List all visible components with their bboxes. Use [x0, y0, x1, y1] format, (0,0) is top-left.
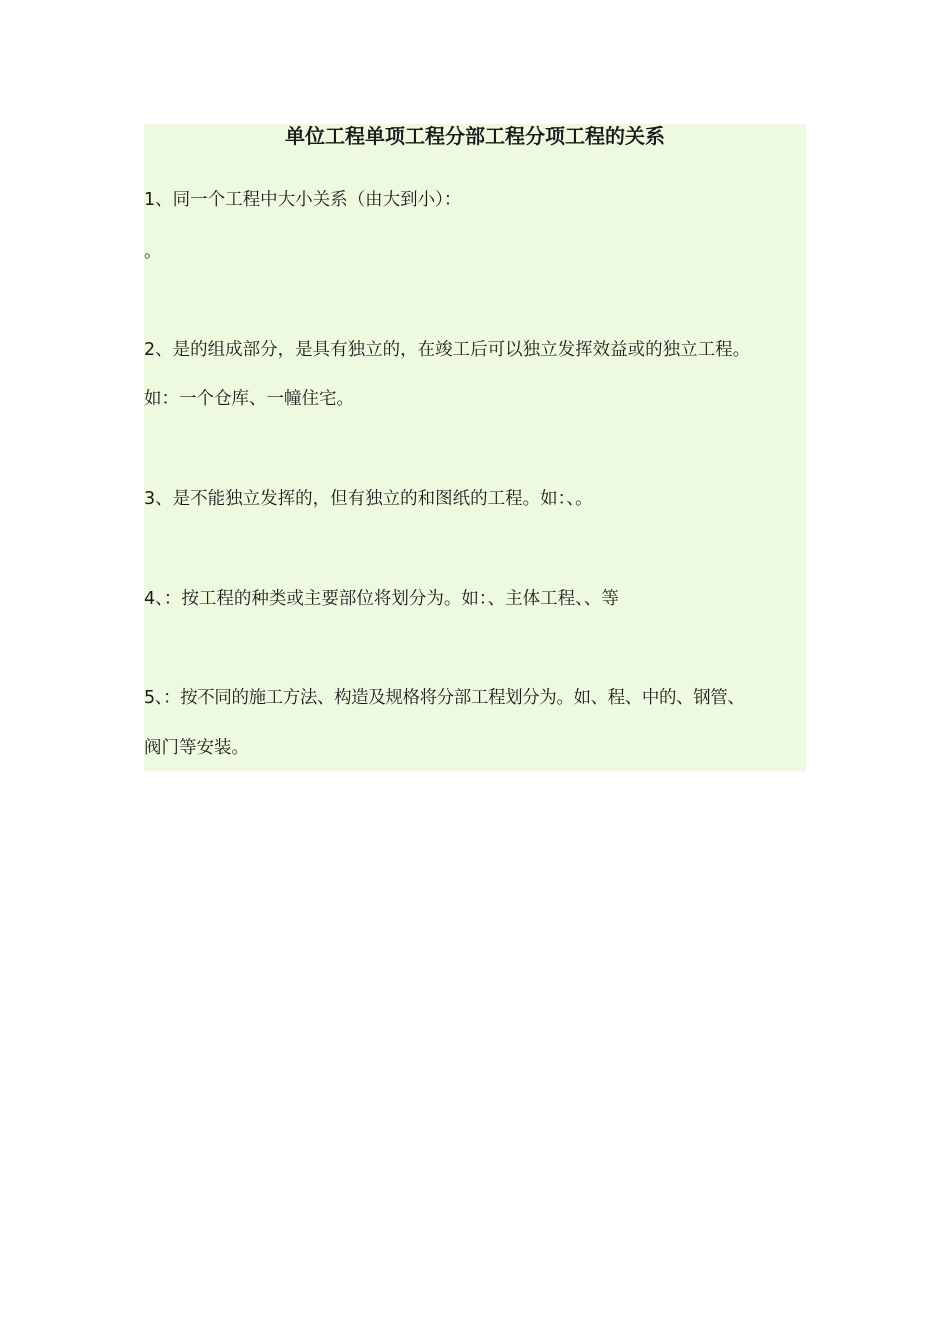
highlighted-content-area	[144, 124, 806, 771]
paragraph-5-line: 5、：按不同的施工方法、构造及规格将分部工程划分为。如、程、中的、钢管、	[144, 688, 745, 708]
paragraph-1-line: 1、同一个工程中大小关系（由大到小）：	[144, 190, 462, 210]
paragraph-5-continuation: 阀门等安装。	[144, 738, 249, 758]
paragraph-3-line: 3、是不能独立发挥的，但有独立的和图纸的工程。如：、。	[144, 489, 593, 509]
paragraph-2-example: 如：一个仓库、一幢住宅。	[144, 389, 354, 409]
paragraph-1-continuation: 。	[144, 242, 162, 262]
paragraph-2-line: 2、是的组成部分，是具有独立的，在竣工后可以独立发挥效益或的独立工程。	[144, 340, 751, 360]
document-title: 单位工程单项工程分部工程分项工程的关系	[285, 124, 665, 148]
paragraph-4-line: 4、：按工程的种类或主要部位将划分为。如：、主体工程、、等	[144, 589, 619, 609]
